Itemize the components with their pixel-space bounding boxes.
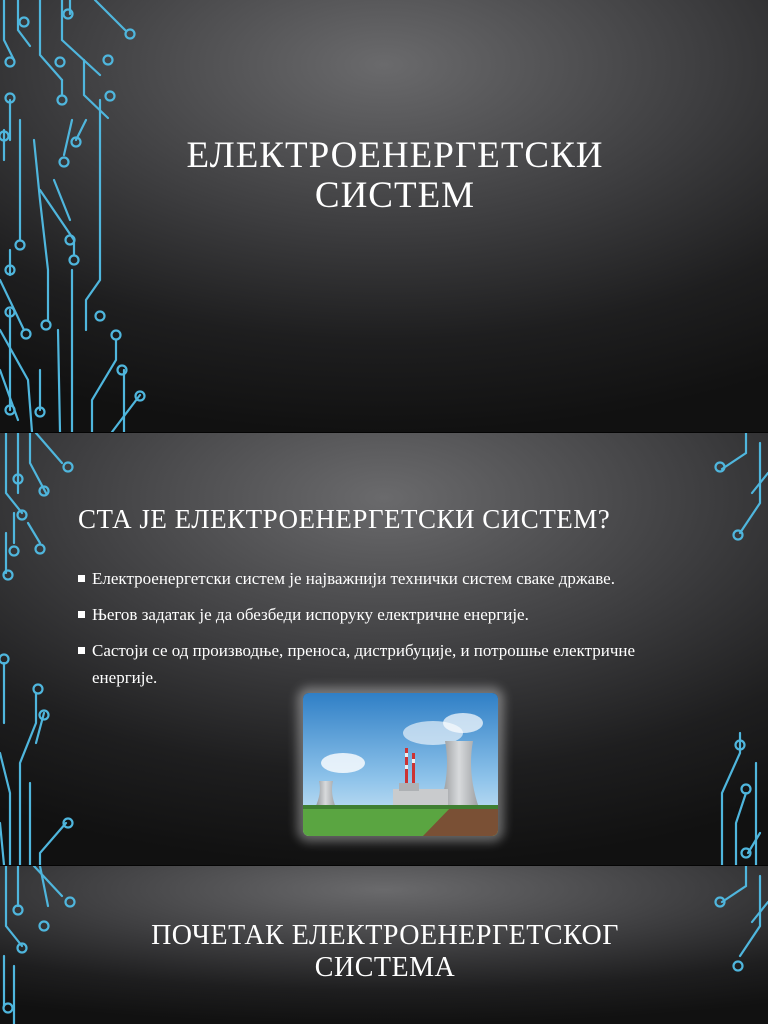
slide-title: ЕЛЕКТРОЕНЕРГЕТСКИ СИСТЕМ: [186, 135, 604, 216]
bullet-item: [78, 601, 638, 628]
bullet-text: Састоји се од производње, преноса, дистрибуције, и потрошње електричне енергије.: [92, 641, 636, 687]
square-bullet-icon: [78, 575, 85, 582]
bullet-text: Електроенергетски систем је најважнији технички систем сваке државе.: [92, 569, 615, 588]
bullet-list: [78, 565, 638, 700]
content-slide: [0, 433, 768, 865]
bullet-item: [78, 637, 638, 691]
power-plant-image: [303, 693, 498, 836]
square-bullet-icon: [78, 611, 85, 618]
bullet-text: Његов задатак је да обезбеди испоруку електричне енергије.: [92, 605, 529, 624]
title-slide: [0, 0, 768, 432]
circuit-decoration-left: [0, 0, 768, 432]
slide-title: ПОЧЕТАК ЕЛЕКТРОЕНЕРГЕТСКОГ СИСТЕМА: [151, 920, 619, 983]
square-bullet-icon: [78, 647, 85, 654]
square-bullet-icon: [78, 1018, 90, 1024]
slide-title: СТА ЈЕ ЕЛЕКТРОЕНЕРГЕТСКИ СИСТЕМ?: [78, 504, 611, 534]
bullet-item: [78, 565, 638, 592]
content-slide-3: [0, 866, 768, 1024]
